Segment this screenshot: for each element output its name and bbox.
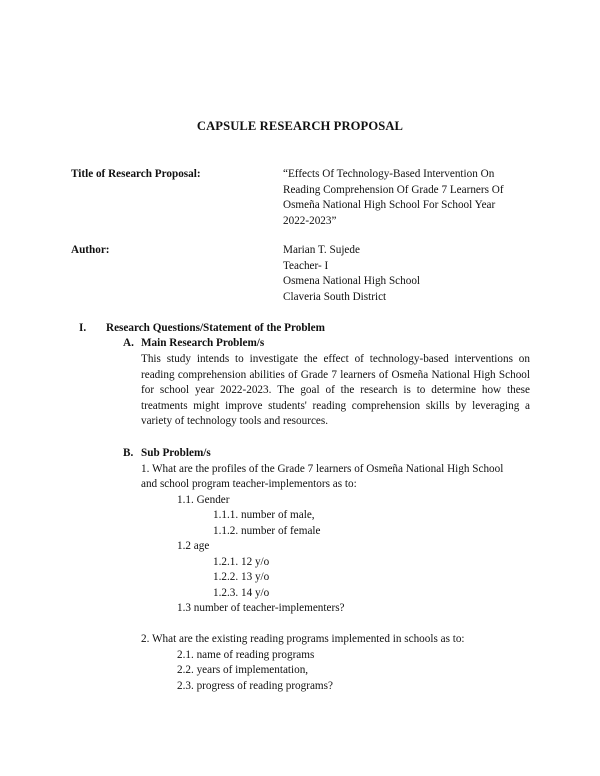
section-heading: Research Questions/Statement of the Problem <box>106 322 325 334</box>
question-1-line-1: 1. What are the profiles of the Grade 7 learners of Osmeña National High School <box>141 463 504 475</box>
author-line: Claveria South District <box>283 290 387 303</box>
question-1-1-2: 1.1.2. number of female <box>213 525 321 537</box>
author-label: Author: <box>71 244 110 256</box>
title-value-line: “Effects Of Technology-Based Intervention On <box>283 168 495 180</box>
question-2-2: 2.2. years of implementation, <box>177 664 309 676</box>
section-numeral: I. <box>79 322 87 334</box>
subsection-letter-b: B. <box>123 447 134 459</box>
question-2-3: 2.3. progress of reading programs? <box>177 680 333 692</box>
title-label: Title of Research Proposal: <box>71 168 201 180</box>
question-1-2-2: 1.2.2. 13 y/o <box>213 571 270 583</box>
question-1-2-3: 1.2.3. 14 y/o <box>213 587 270 599</box>
question-1-2: 1.2 age <box>177 540 210 552</box>
subsection-heading-b: Sub Problem/s <box>141 447 211 459</box>
author-line: Osmena National High School <box>283 275 421 288</box>
question-2: 2. What are the existing reading programs implemented in schools as to: <box>141 633 465 645</box>
question-1-2-1: 1.2.1. 12 y/o <box>213 556 270 568</box>
subsection-heading-a: Main Research Problem/s <box>141 337 265 349</box>
subsection-letter-a: A. <box>123 337 134 349</box>
author-value <box>283 243 420 305</box>
document-title: CAPSULE RESEARCH PROPOSAL <box>196 119 404 133</box>
question-1-1-1: 1.1.1. number of male, <box>213 509 315 521</box>
title-value-line: Osmeña National High School For School Year <box>283 199 496 212</box>
title-value-line: 2022-2023” <box>283 214 337 227</box>
title-value <box>283 167 504 229</box>
main-problem-paragraph: This study intends to investigate the effect of technology-based interventions on reading comprehension abilities of Grade 7 learners of Osmeña National High School for school year 2022-2023. The goal of the research is to determine how these treatments might improve students' reading comprehension skills by leveraging a variety of technology tools and resources. <box>141 353 530 428</box>
question-2-1: 2.1. name of reading programs <box>177 649 315 661</box>
author-line: Teacher- I <box>283 259 329 272</box>
question-1-1: 1.1. Gender <box>177 494 230 506</box>
author-line: Marian T. Sujede <box>283 244 360 256</box>
question-1-line-2: and school program teacher-implementors as to: <box>141 478 357 490</box>
question-1-3: 1.3 number of teacher-implementers? <box>177 602 345 614</box>
title-value-line: Reading Comprehension Of Grade 7 Learners Of <box>283 183 504 196</box>
